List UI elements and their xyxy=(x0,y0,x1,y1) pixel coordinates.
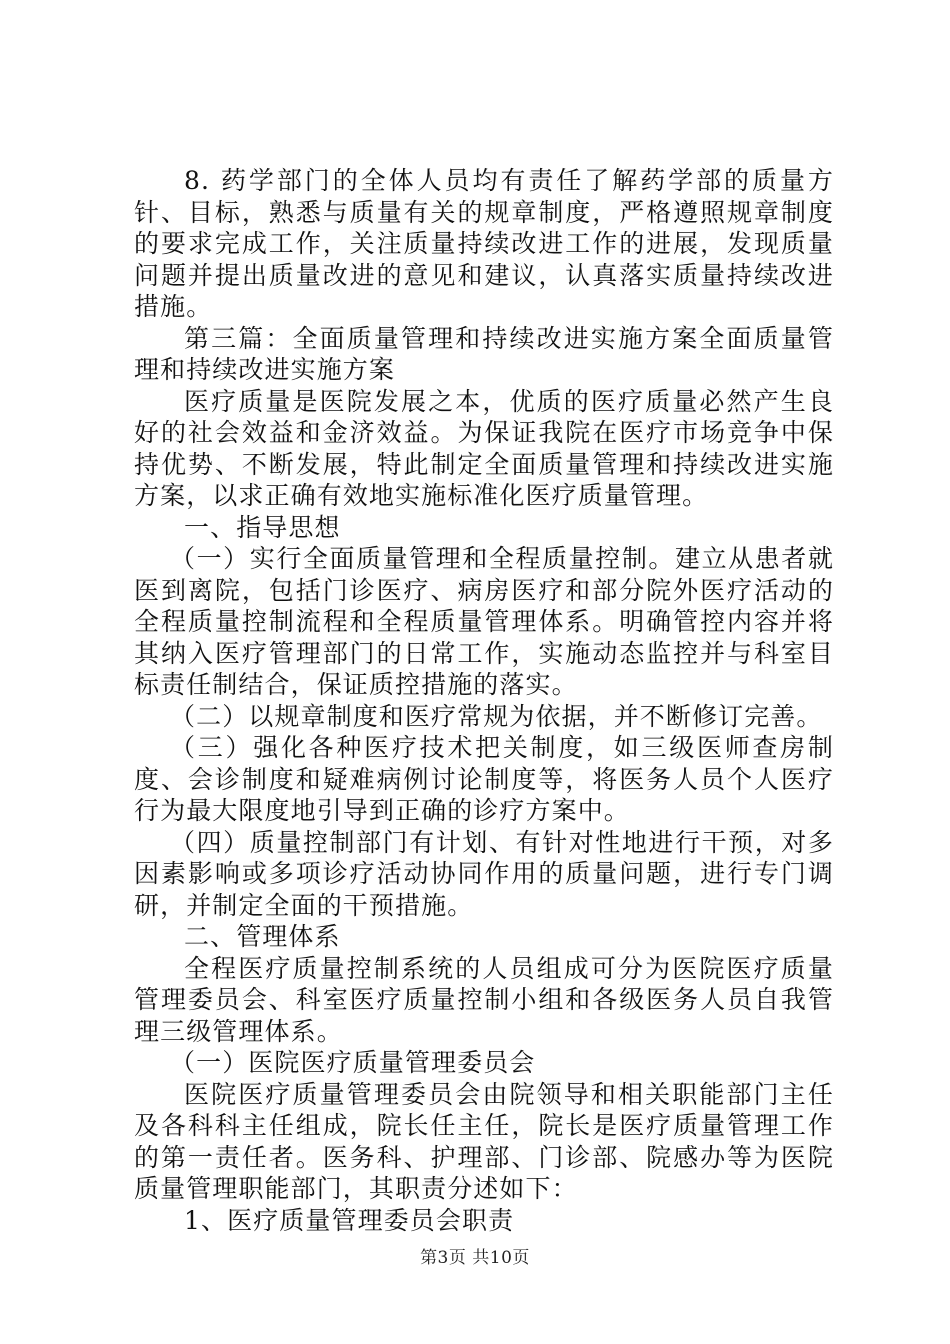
subheading-committee: （一）医院医疗质量管理委员会 xyxy=(170,1048,536,1077)
subheading-committee-duties: 1、医疗质量管理委员会职责 xyxy=(184,1205,515,1235)
paragraph-1: 8. 药学部门的全体人员均有责任了解药学部的质量方针、目标，熟悉与质量有关的规章制度，严格遵照规章制度的要求完成工作，关注质量持续改进工作的进展，发现质量问题并提出质量改进的意见和建议，认真落实质量持续改进措施。 xyxy=(134,166,834,321)
paragraph-item-4: （四）质量控制部门有计划、有针对性地进行干预，对多因素影响或多项诊疗活动协同作用的质量问题，进行专门调研，并制定全面的干预措施。 xyxy=(134,827,834,920)
paragraph-item-1: （一）实行全面质量管理和全程质量控制。建立从患者就医到离院，包括门诊医疗、病房医疗和部分院外医疗活动的全程质量控制流程和全程质量管理体系。明确管控内容并将其纳入医疗管理部门的日常工作，实施动态监控并与科室目标责任制结合，保证质控措施的落实。 xyxy=(134,544,834,699)
paragraph-system-overview: 全程医疗质量控制系统的人员组成可分为医院医疗质量管理委员会、科室医疗质量控制小组和各级医务人员自我管理三级管理体系。 xyxy=(134,953,834,1046)
page-footer: 第3页 共10页 xyxy=(420,1248,530,1268)
heading-management-system: 二、管理体系 xyxy=(184,922,341,951)
heading-guiding-ideology: 一、指导思想 xyxy=(184,512,341,542)
document-body xyxy=(134,165,834,1236)
paragraph-item-2: （二）以规章制度和医疗常规为依据，并不断修订完善。 xyxy=(170,701,823,731)
paragraph-item-3: （三）强化各种医疗技术把关制度，如三级医师查房制度、会诊制度和疑难病例讨论制度等，将医务人员个人医疗行为最大限度地引导到正确的诊疗方案中。 xyxy=(134,733,834,825)
paragraph-intro: 医疗质量是医院发展之本，优质的医疗质量必然产生良好的社会效益和金济效益。为保证我院在医疗市场竞争中保持优势、不断发展，特此制定全面质量管理和持续改进实施方案，以求正确有效地实施标准化医疗质量管理。 xyxy=(134,386,834,510)
section-heading-third-article: 第三篇：全面质量管理和持续改进实施方案全面质量管理和持续改进实施方案 xyxy=(134,323,834,384)
paragraph-committee: 医院医疗质量管理委员会由院领导和相关职能部门主任及各科科主任组成，院长任主任，院长是医疗质量管理工作的第一责任者。医务科、护理部、门诊部、院感办等为医院质量管理职能部门，其职责分述如下： xyxy=(134,1079,834,1203)
